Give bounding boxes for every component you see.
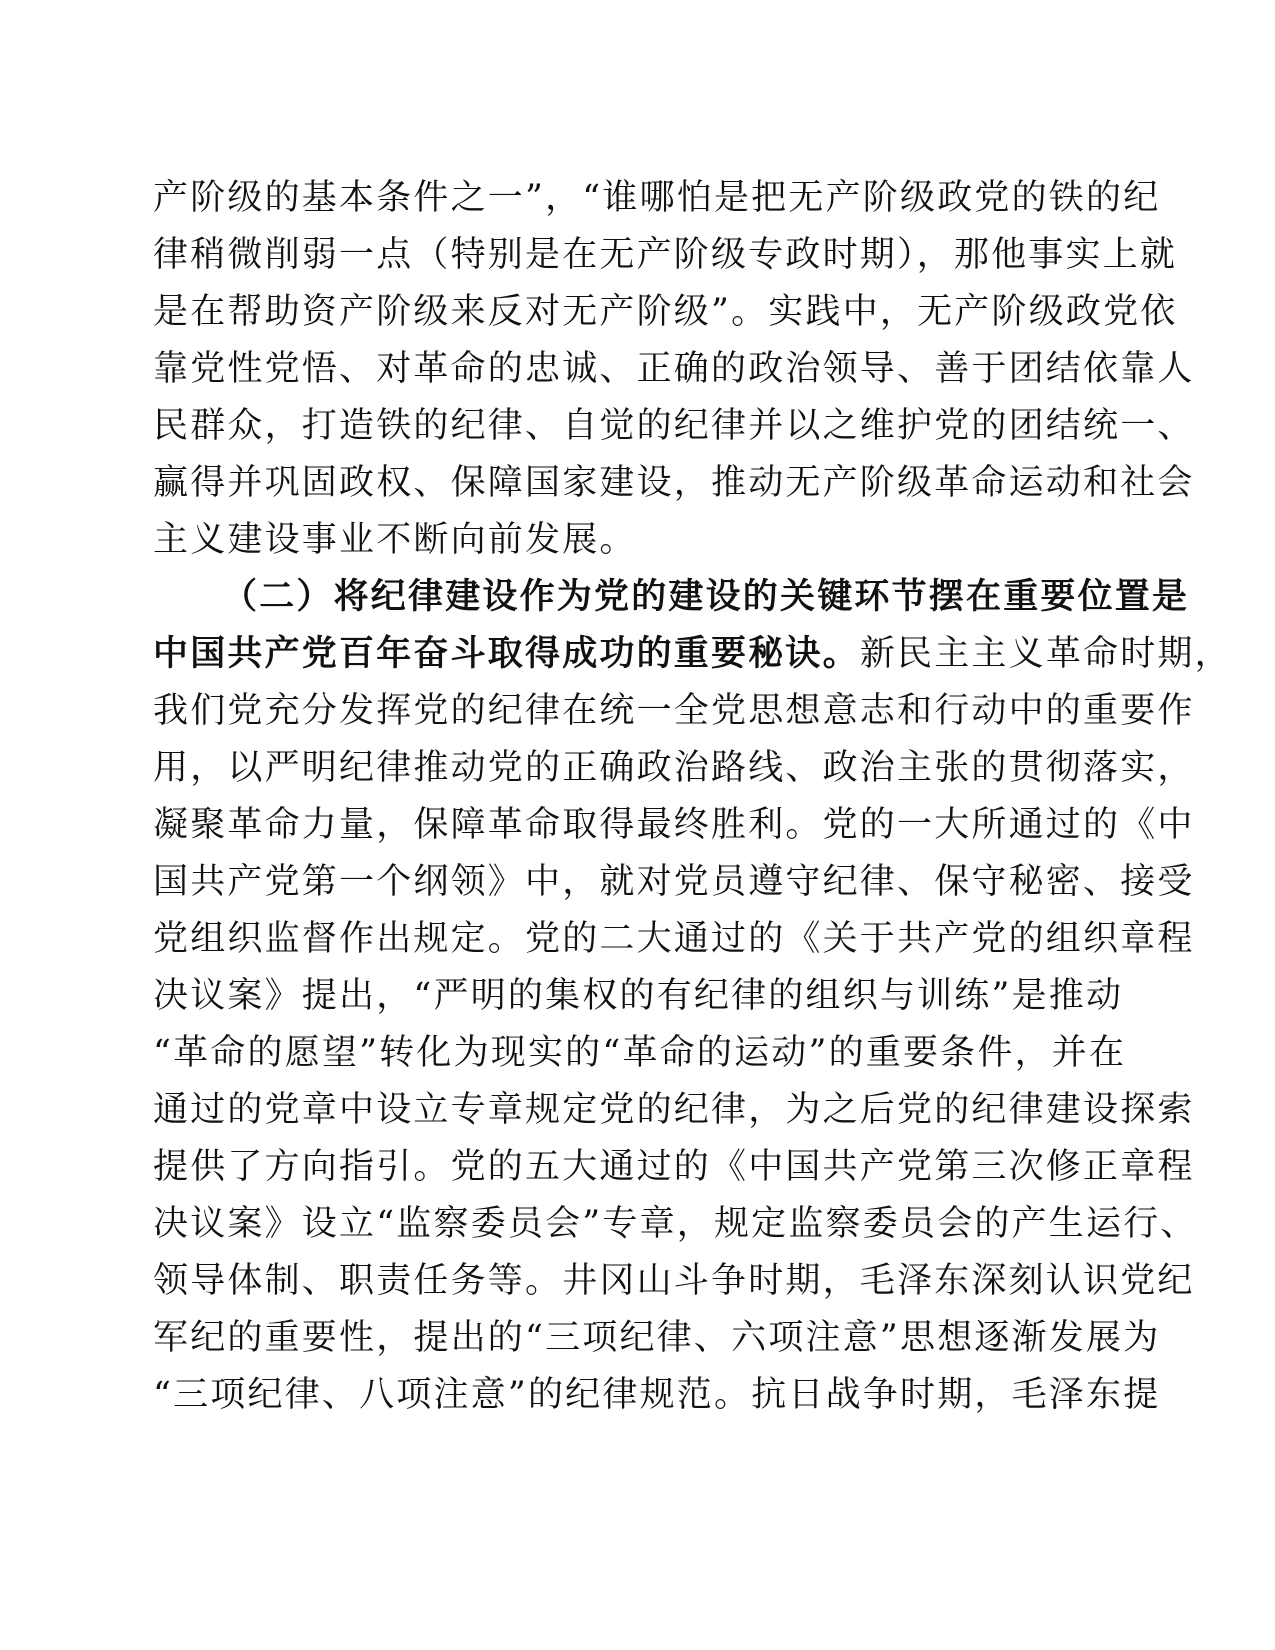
- text-line-17: 通过的党章中设立专章规定党的纪律，为之后党的纪律建设探索: [153, 1090, 1195, 1130]
- text-line-20: 领导体制、职责任务等。井冈山斗争时期，毛泽东深刻认识党纪: [153, 1261, 1195, 1301]
- section-heading-bold-tail: 中国共产党百年奋斗取得成功的重要秘诀。: [153, 633, 860, 674]
- text-line-16: “革命的愿望”转化为现实的“革命的运动”的重要条件，并在: [153, 1033, 1127, 1073]
- text-line-22: “三项纪律、八项注意”的纪律规范。抗日战争时期，毛泽东提: [153, 1375, 1161, 1415]
- text-line-7: 主义建设事业不断向前发展。: [153, 520, 637, 560]
- text-line-13: 国共产党第一个纲领》中，就对党员遵守纪律、保守秘密、接受: [153, 862, 1195, 902]
- text-line-15: 决议案》提出，“严明的集权的有纪律的组织与训练”是推动: [153, 976, 1124, 1016]
- text-line-5: 民群众，打造铁的纪律、自觉的纪律并以之维护党的团结统一、: [153, 406, 1195, 446]
- text-line-4: 靠党性党悟、对革命的忠诚、正确的政治领导、善于团结依靠人: [153, 349, 1195, 389]
- text-line-18: 提供了方向指引。党的五大通过的《中国共产党第三次修正章程: [153, 1147, 1195, 1187]
- text-line-21: 军纪的重要性，提出的“三项纪律、六项注意”思想逐渐发展为: [153, 1318, 1161, 1358]
- section-heading-line-2: [153, 625, 1232, 683]
- text-line-1: 产阶级的基本条件之一”，“谁哪怕是把无产阶级政党的铁的纪: [153, 178, 1161, 218]
- section-heading-line-1: （二）将纪律建设作为党的建设的关键环节摆在重要位置是: [222, 576, 1190, 617]
- text-line-14: 党组织监督作出规定。党的二大通过的《关于共产党的组织章程: [153, 919, 1195, 959]
- text-line-2: 律稍微削弱一点（特别是在无产阶级专政时期），那他事实上就: [153, 235, 1178, 275]
- section-paragraph-start: 新民主主义革命时期，: [859, 634, 1232, 674]
- text-line-3: 是在帮助资产阶级来反对无产阶级”。实践中，无产阶级政党依: [153, 292, 1178, 332]
- text-line-10: 我们党充分发挥党的纪律在统一全党思想意志和行动中的重要作: [153, 691, 1195, 731]
- text-line-19: 决议案》设立“监察委员会”专章，规定监察委员会的产生运行、: [153, 1204, 1198, 1244]
- text-line-11: 用，以严明纪律推动党的正确政治路线、政治主张的贯彻落实，: [153, 748, 1195, 788]
- text-line-12: 凝聚革命力量，保障革命取得最终胜利。党的一大所通过的《中: [153, 805, 1195, 845]
- text-line-6: 赢得并巩固政权、保障国家建设，推动无产阶级革命运动和社会: [153, 463, 1195, 503]
